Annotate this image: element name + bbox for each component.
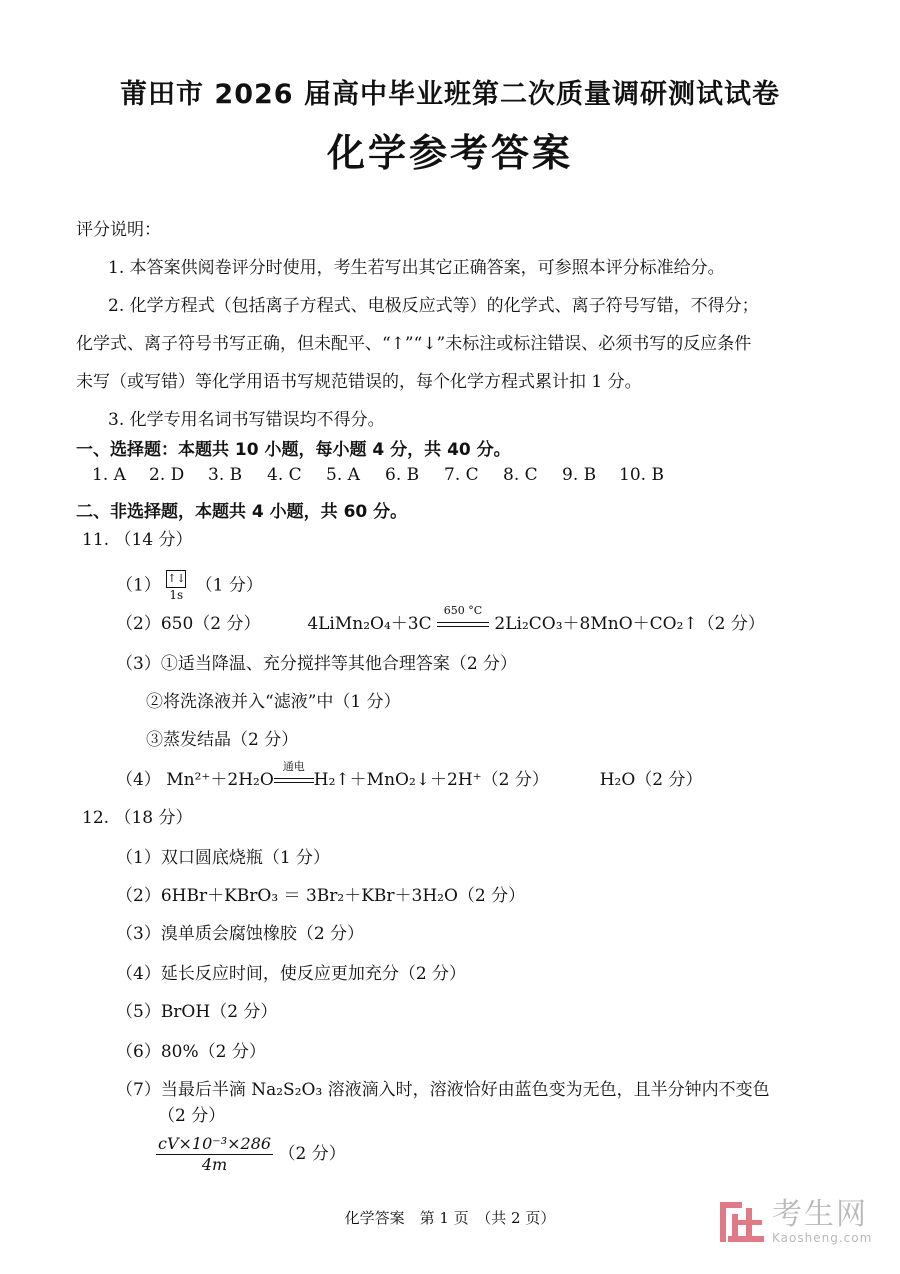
reaction-condition [437, 604, 489, 636]
mc-answer: 3. B [208, 465, 243, 485]
reaction-condition [274, 760, 314, 792]
temperature-answer: 650（2 分） [160, 614, 261, 634]
note-2b: 化学式、离子符号书写正确，但未配平、“↑”“↓”未标注或标注错误、必须书写的反应条件 [76, 334, 752, 354]
orbital-label: 1s [169, 588, 184, 602]
fraction-denominator: 4m [201, 1155, 228, 1174]
equation-right: H₂↑＋MnO₂↓＋2H⁺ [313, 770, 482, 790]
q12-part7-score: （2 分） [158, 1106, 226, 1126]
q12-part4: （4）延长反应时间，使反应更加充分（2 分） [116, 964, 467, 984]
mc-answer: 1. A [92, 465, 126, 485]
q11-part1 [116, 570, 263, 602]
mc-answer: 4. C [267, 465, 302, 485]
q11-part2 [116, 604, 765, 636]
q12-part3: （3）溴单质会腐蚀橡胶（2 分） [116, 924, 365, 944]
fraction [156, 1134, 273, 1175]
q12-part5: （5）BrOH（2 分） [116, 1002, 278, 1022]
kaosheng-logo-icon [718, 1198, 766, 1246]
watermark-main: 考生网 [772, 1197, 868, 1232]
q12-part2: （2）6HBr＋KBrO₃ ＝ 3Br₂＋KBr＋3H₂O（2 分） [116, 886, 526, 906]
q11-part3c: ③蒸发结晶（2 分） [146, 730, 299, 750]
part-number: （4） [116, 770, 161, 790]
equation-left: Mn²⁺＋2H₂O [166, 770, 274, 790]
mc-answer: 7. C [444, 465, 479, 485]
note-2a: 2. 化学方程式（包括离子方程式、电极反应式等）的化学式、离子符号写错，不得分； [108, 296, 759, 316]
equation-left: 4LiMn₂O₄＋3C [307, 614, 432, 634]
note-3: 3. 化学专用名词书写错误均不得分。 [108, 410, 385, 430]
part-score: （2 分） [697, 614, 765, 634]
orbital-box: ↑↓ [166, 570, 186, 588]
watermark-text [772, 1199, 872, 1245]
part-number: （2） [116, 614, 161, 634]
condition-text: 通电 [282, 760, 305, 773]
q12-part6: （6）80%（2 分） [116, 1042, 266, 1062]
part-number: （3） [116, 654, 161, 674]
second-answer: H₂O（2 分） [599, 770, 703, 790]
orbital-diagram [166, 570, 186, 602]
condition-text: 650 °C [443, 604, 483, 617]
part-score: （1 分） [195, 575, 263, 596]
part-number: （1） [116, 575, 161, 596]
mc-answer: 5. A [326, 465, 360, 485]
mc-answer: 10. B [619, 465, 664, 485]
mc-answer: 8. C [503, 465, 538, 485]
page-footer: 化学答案 第 1 页 （共 2 页） [344, 1209, 556, 1227]
notes-heading: 评分说明： [76, 220, 161, 240]
watermark-url: Kaosheng.com [772, 1231, 873, 1245]
q11-part3 [116, 652, 517, 676]
equation-right: 2Li₂CO₃＋8MnO＋CO₂↑ [494, 614, 698, 634]
note-1: 1. 本答案供阅卷评分时使用，考生若写出其它正确答案，可参照本评分标准给分。 [108, 258, 725, 278]
q11-part3b: ②将洗涤液并入“滤液”中（1 分） [146, 692, 401, 712]
mc-answer: 9. B [562, 465, 597, 485]
q12-part7-formula [156, 1134, 346, 1175]
q11-label: 11. （14 分） [82, 530, 193, 550]
watermark [718, 1198, 872, 1246]
part-score: （2 分） [278, 1144, 346, 1164]
mc-answer: 2. D [149, 465, 185, 485]
q12-part1: （1）双口圆底烧瓶（1 分） [116, 848, 331, 868]
answer-a: ①适当降温、充分搅拌等其他合理答案（2 分） [160, 654, 518, 674]
note-2c: 未写（或写错）等化学用语书写规范错误的，每个化学方程式累计扣 1 分。 [76, 372, 642, 392]
q12-label: 12. （18 分） [82, 808, 193, 828]
part-score: （2 分） [481, 770, 549, 790]
exam-title: 莆田市 2026 届高中毕业班第二次质量调研测试试卷 [120, 79, 780, 110]
answer-title: 化学参考答案 [326, 131, 573, 175]
mc-answer: 6. B [385, 465, 420, 485]
fraction-numerator: cV×10⁻³×286 [158, 1134, 272, 1153]
section1-heading: 一、选择题：本题共 10 小题，每小题 4 分，共 40 分。 [76, 440, 511, 460]
q11-part4 [116, 760, 703, 792]
q12-part7: （7）当最后半滴 Na₂S₂O₃ 溶液滴入时，溶液恰好由蓝色变为无色，且半分钟内不变色 [116, 1080, 770, 1100]
section2-heading: 二、非选择题，本题共 4 小题，共 60 分。 [76, 502, 408, 522]
